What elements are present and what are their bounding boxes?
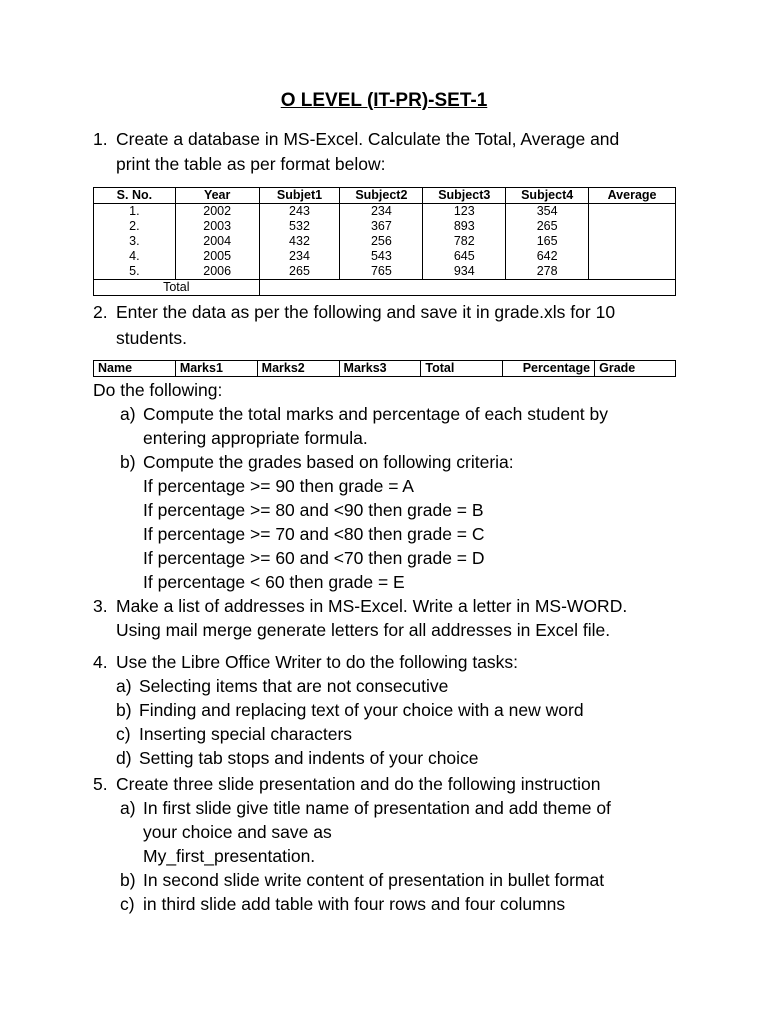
q3-number: 3. — [93, 596, 108, 616]
q1-line2: print the table as per format below: — [116, 154, 386, 174]
table-header: Percentage — [503, 361, 595, 377]
table-header: Name — [94, 361, 176, 377]
table-cell: 543 — [340, 249, 423, 264]
table-cell — [589, 264, 676, 280]
table-header: Subject3 — [423, 188, 506, 204]
q5-b-label: b) — [120, 870, 136, 890]
q2-a-line2: entering appropriate formula. — [143, 428, 368, 448]
q3-line1: Make a list of addresses in MS-Excel. Write a letter in MS-WORD. — [116, 596, 628, 616]
table-header: S. No. — [94, 188, 176, 204]
grade-criterion: If percentage >= 60 and <70 then grade = D — [143, 548, 485, 568]
q4-number: 4. — [93, 652, 108, 672]
table-cell: 278 — [506, 264, 589, 280]
table-cell: 782 — [423, 234, 506, 249]
table-header: Subjet1 — [259, 188, 340, 204]
table-total-row — [94, 280, 676, 296]
q5-a-line1: In first slide give title name of presentation and add theme of — [143, 798, 611, 818]
table-cell — [589, 234, 676, 249]
page-title: O LEVEL (IT-PR)-SET-1 — [280, 90, 488, 111]
q2-a-label: a) — [120, 404, 136, 424]
q2-number: 2. — [93, 302, 108, 322]
q2-table-header-row — [94, 361, 676, 377]
q5-c-label: c) — [120, 894, 135, 914]
table-cell: 532 — [259, 219, 340, 234]
grade-criterion: If percentage >= 80 and <90 then grade = B — [143, 500, 484, 520]
table-cell: 2004 — [175, 234, 259, 249]
q2-line2: students. — [116, 328, 188, 348]
q5-a-line3: My_first_presentation. — [143, 846, 316, 866]
q2-a-line1: Compute the total marks and percentage of each student by — [143, 404, 609, 424]
table-cell: 2. — [94, 219, 176, 234]
table-cell — [589, 249, 676, 264]
table-header: Subject2 — [340, 188, 423, 204]
q4-item-label: a) — [116, 676, 132, 696]
table-cell — [589, 204, 676, 220]
table-cell: 234 — [340, 204, 423, 220]
table-cell: 1. — [94, 204, 176, 220]
table-header: Grade — [595, 361, 676, 377]
q1-table — [93, 187, 676, 296]
q5-c-text: in third slide add table with four rows and four columns — [143, 894, 566, 914]
q3-line2: Using mail merge generate letters for all addresses in Excel file. — [116, 620, 611, 640]
table-cell: 123 — [423, 204, 506, 220]
table-cell: 934 — [423, 264, 506, 280]
q5-a-label: a) — [120, 798, 136, 818]
table-cell: 367 — [340, 219, 423, 234]
table-cell: 3. — [94, 234, 176, 249]
grade-criterion: If percentage >= 90 then grade = A — [143, 476, 414, 496]
q4-item-label: c) — [116, 724, 131, 744]
table-cell: 645 — [423, 249, 506, 264]
table-cell: 893 — [423, 219, 506, 234]
table-row — [94, 204, 676, 220]
q5-a-line2: your choice and save as — [143, 822, 332, 842]
table-header: Total — [421, 361, 503, 377]
table-cell: 265 — [259, 264, 340, 280]
table-header: Year — [175, 188, 259, 204]
table-cell: 5. — [94, 264, 176, 280]
table-header: Marks3 — [339, 361, 421, 377]
table-cell: 265 — [506, 219, 589, 234]
q4-item-text: Inserting special characters — [139, 724, 353, 744]
q1-line1: Create a database in MS-Excel. Calculate the Total, Average and — [116, 129, 620, 149]
q4-line1: Use the Libre Office Writer to do the following tasks: — [116, 652, 519, 672]
table-cell: 2003 — [175, 219, 259, 234]
table-cell: 432 — [259, 234, 340, 249]
total-value-cell — [259, 280, 675, 296]
q2-b-label: b) — [120, 452, 136, 472]
grade-criterion: If percentage < 60 then grade = E — [143, 572, 405, 592]
q1-table-header-row — [94, 188, 676, 204]
table-header: Marks2 — [257, 361, 339, 377]
table-cell: 2005 — [175, 249, 259, 264]
total-label: Total — [94, 280, 260, 296]
q2-b-line1: Compute the grades based on following criteria: — [143, 452, 514, 472]
q4-item-label: d) — [116, 748, 132, 768]
table-cell: 642 — [506, 249, 589, 264]
table-cell: 165 — [506, 234, 589, 249]
q4-item-text: Finding and replacing text of your choice with a new word — [139, 700, 584, 720]
table-cell: 354 — [506, 204, 589, 220]
q5-b-text: In second slide write content of presentation in bullet format — [143, 870, 605, 890]
table-cell: 256 — [340, 234, 423, 249]
q4-item-label: b) — [116, 700, 132, 720]
q5-line1: Create three slide presentation and do the following instruction — [116, 774, 601, 794]
table-cell — [589, 219, 676, 234]
table-cell: 243 — [259, 204, 340, 220]
grade-criterion: If percentage >= 70 and <80 then grade = C — [143, 524, 485, 544]
table-cell: 234 — [259, 249, 340, 264]
q4-item-text: Setting tab stops and indents of your choice — [139, 748, 479, 768]
q4-item-text: Selecting items that are not consecutive — [139, 676, 449, 696]
table-cell: 2002 — [175, 204, 259, 220]
table-header: Average — [589, 188, 676, 204]
q2-line1: Enter the data as per the following and save it in grade.xls for 10 — [116, 302, 616, 322]
table-row — [94, 234, 676, 249]
table-cell: 2006 — [175, 264, 259, 280]
q1-number: 1. — [93, 129, 108, 149]
q2-do-following: Do the following: — [93, 380, 223, 400]
table-header: Subject4 — [506, 188, 589, 204]
table-row — [94, 264, 676, 280]
table-header: Marks1 — [175, 361, 257, 377]
table-cell: 4. — [94, 249, 176, 264]
q2-table — [93, 360, 676, 377]
q5-number: 5. — [93, 774, 108, 794]
table-row — [94, 219, 676, 234]
table-cell: 765 — [340, 264, 423, 280]
table-row — [94, 249, 676, 264]
